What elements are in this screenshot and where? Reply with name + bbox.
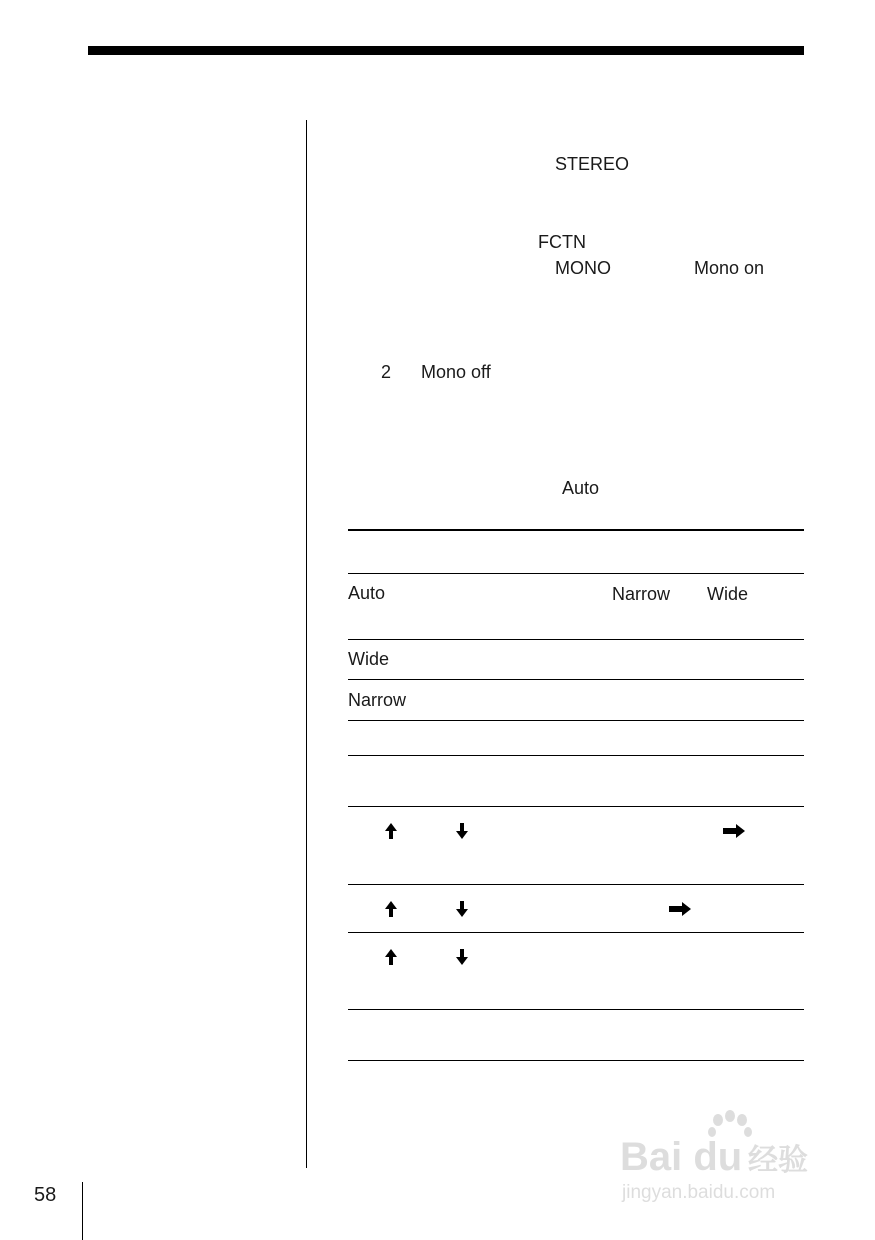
table-rule — [348, 639, 804, 640]
table-row-label: Narrow — [348, 690, 407, 710]
table-cell-narrow: Narrow — [612, 584, 671, 604]
table-rule — [348, 755, 804, 756]
table-cell-wide: Wide — [707, 584, 749, 604]
table-row-label: Wide — [348, 649, 390, 669]
arrow-right-icon — [722, 822, 746, 840]
watermark-cjk: 经验 — [748, 1143, 808, 1178]
page-number: 58 — [34, 1184, 57, 1206]
arrow-up-icon — [382, 822, 400, 840]
arrow-down-icon — [453, 900, 471, 918]
auto-intro-label: Auto — [562, 478, 600, 498]
table-rule — [348, 806, 804, 807]
arrow-down-icon — [453, 948, 471, 966]
watermark-brand: Bai du — [620, 1135, 743, 1179]
table-rule — [348, 932, 804, 933]
baidu-watermark — [620, 1108, 825, 1208]
mono-label: MONO — [555, 258, 611, 278]
arrow-down-icon — [453, 822, 471, 840]
arrow-up-icon — [382, 948, 400, 966]
mono-off-label: Mono off — [421, 362, 491, 382]
table-row-label: Auto — [348, 583, 386, 603]
step-number: 2 — [381, 362, 392, 382]
mono-on-label: Mono on — [694, 258, 765, 278]
column-divider — [306, 120, 307, 1168]
stereo-label: STEREO — [555, 154, 630, 174]
watermark-url: jingyan.baidu.com — [622, 1182, 776, 1203]
arrow-right-icon — [668, 900, 692, 918]
top-rule — [88, 46, 804, 55]
table-header-rule — [348, 573, 804, 574]
fctn-label: FCTN — [538, 232, 586, 252]
table-rule — [348, 1009, 804, 1010]
footer-divider — [82, 1182, 83, 1240]
table-rule — [348, 679, 804, 680]
table-rule — [348, 884, 804, 885]
table-top-rule — [348, 529, 804, 531]
table-rule — [348, 720, 804, 721]
table-bottom-rule — [348, 1060, 804, 1061]
arrow-up-icon — [382, 900, 400, 918]
